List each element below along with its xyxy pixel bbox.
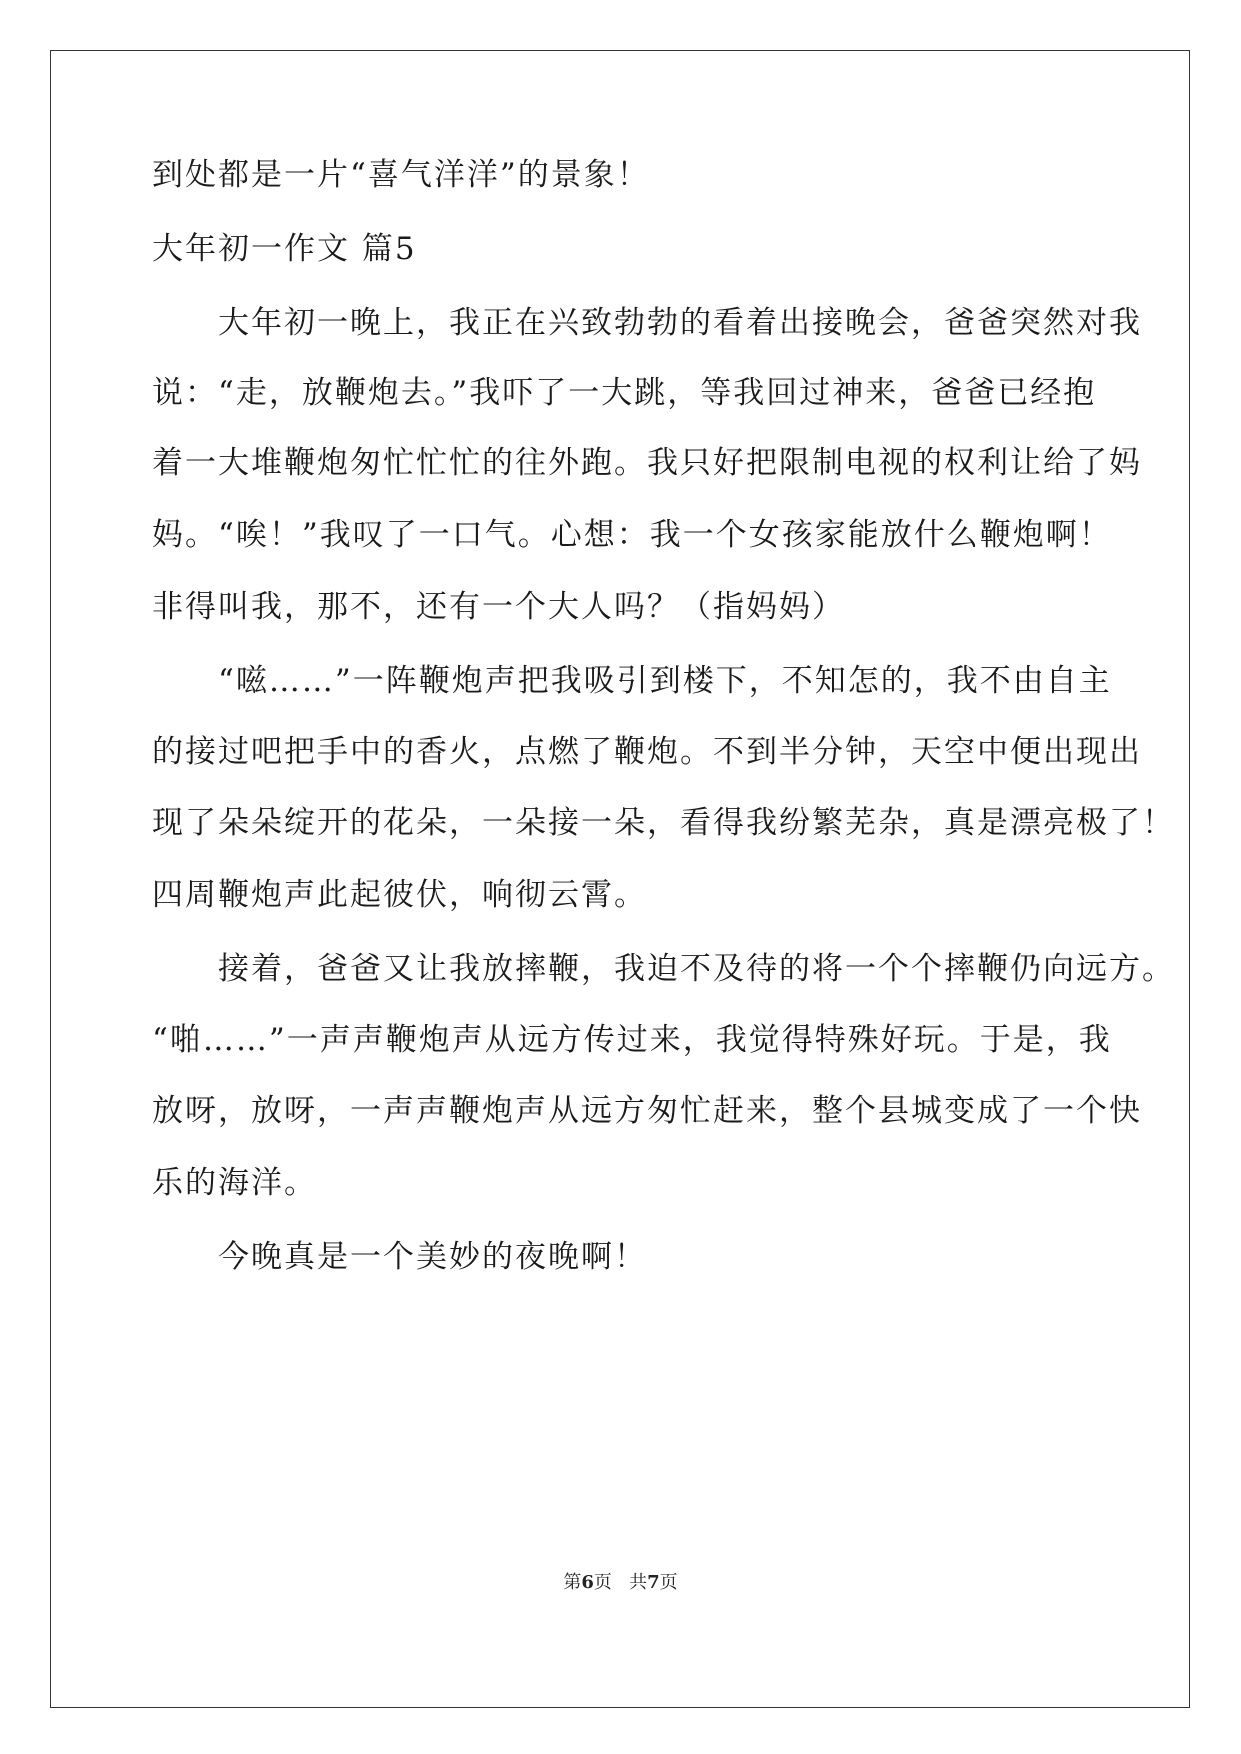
paragraph-line: 的接过吧把手中的香火，点燃了鞭炮。不到半分钟，天空中便出现出	[152, 734, 1142, 770]
paragraph-line: 现了朵朵绽开的花朵，一朵接一朵，看得我纷繁芜杂，真是漂亮极了！	[152, 805, 1175, 841]
paragraph-line: 放呀，放呀，一声声鞭炮声从远方匆忙赶来，整个县城变成了一个快	[152, 1093, 1142, 1129]
footer-total-unit: 页	[659, 1572, 678, 1593]
paragraph-line: 妈。“唉！”我叹了一口气。心想：我一个女孩家能放什么鞭炮啊！	[152, 517, 1112, 553]
paragraph-line: 乐的海洋。	[152, 1165, 317, 1201]
footer-prefix: 第	[563, 1572, 582, 1593]
current-page-number: 6	[581, 1572, 594, 1593]
total-page-count: 7	[647, 1572, 660, 1593]
footer-total-prefix: 共	[629, 1572, 648, 1593]
paragraph-line: 到处都是一片“喜气洋洋”的景象！	[152, 157, 650, 193]
paragraph-line: 非得叫我，那不，还有一个大人吗？（指妈妈）	[152, 589, 845, 625]
page-footer	[0, 1568, 1241, 1594]
paragraph-line: 说：“走，放鞭炮去。”我吓了一大跳，等我回过神来，爸爸已经抱	[152, 375, 1097, 411]
footer-page-unit: 页	[593, 1572, 612, 1593]
section-heading: 大年初一作文 篇5	[152, 231, 417, 267]
paragraph-line: “啪……”一声声鞭炮声从远方传过来，我觉得特殊好玩。于是，我	[152, 1022, 1112, 1058]
paragraph-line: “嗞……”一阵鞭炮声把我吸引到楼下，不知怎的，我不由自主	[152, 663, 1112, 699]
paragraph-line: 四周鞭炮声此起彼伏，响彻云霄。	[152, 877, 647, 913]
paragraph-line: 接着，爸爸又让我放摔鞭，我迫不及待的将一个个摔鞭仍向远方。	[152, 951, 1175, 987]
paragraph-line: 着一大堆鞭炮匆忙忙忙的往外跑。我只好把限制电视的权利让给了妈	[152, 445, 1142, 481]
paragraph-line: 今晚真是一个美妙的夜晚啊！	[152, 1239, 647, 1275]
paragraph-line: 大年初一晚上，我正在兴致勃勃的看着出接晚会，爸爸突然对我	[152, 305, 1142, 341]
